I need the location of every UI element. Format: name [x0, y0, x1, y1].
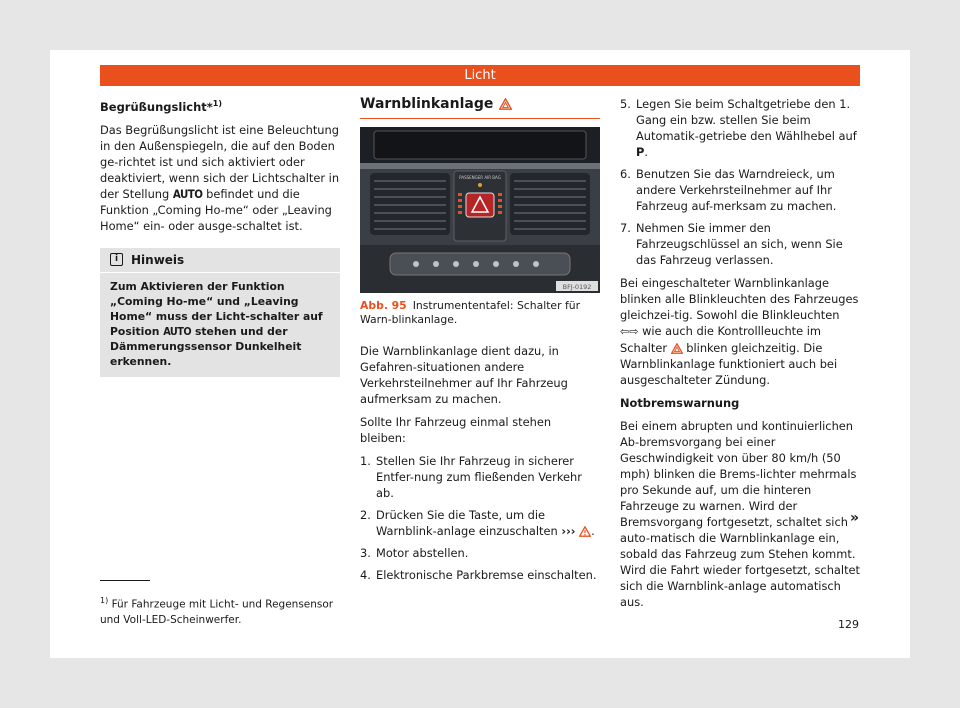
- standstill-intro: Sollte Ihr Fahrzeug einmal stehen bleiben:: [360, 415, 552, 445]
- step-number: 6.: [620, 167, 631, 181]
- step-number: 1.: [360, 454, 371, 468]
- step-text: [636, 96, 860, 160]
- emergency-brake-paragraph: Bei einem abrupten und kontinuierlichen Ab-bremsvorgang bei einer Geschwindigkeit von über 80 km/h (50 mph) blinken die Brems-lichter mehrmals pro Sekunde auf, um die hinteren Fahrzeuge zu warnen. Wird der Bremsvorgang fortgesetzt, schaltet sich auto-matisch die Warnblinkanlage ein, sobald das Fahrzeug zum Stehen kommt. Wird die Fahrt wieder fortgesetzt, schaltet sich die Warnblink-anlage automatisch aus.: [620, 419, 861, 609]
- welcome-light-paragraph: [100, 122, 340, 234]
- intro-paragraph: Die Warnblinkanlage dient dazu, in Gefahren-situationen andere Verkehrsteilnehmer auf Ihr Fahrzeug aufmerksam zu machen.: [360, 344, 568, 406]
- step-end: .: [644, 145, 648, 159]
- footnote: [100, 593, 350, 628]
- heading-text: Begrüßungslicht*: [100, 99, 213, 114]
- step-text: Drücken Sie die Taste, um die Warnblink-anlage einzuschalten ››› .: [376, 508, 595, 538]
- info-icon: i: [110, 253, 123, 266]
- turn-signal-left-icon: ⇦: [620, 325, 630, 338]
- blink-paragraph: [620, 275, 860, 388]
- list-item: [360, 567, 600, 583]
- step-text-main: Drücken Sie die Taste, um die Warnblink-anlage einzuschalten: [376, 508, 558, 538]
- column-left: [100, 96, 340, 377]
- hint-title: Hinweis: [131, 252, 185, 267]
- steps-list-2: [620, 96, 860, 268]
- caption-text: Instrumententafel: Schalter für Warn-blinkanlage.: [360, 299, 581, 326]
- column-right: [620, 96, 860, 617]
- figure-number: Abb. 95: [360, 299, 407, 312]
- hint-body: [100, 273, 340, 369]
- list-item: [620, 166, 860, 214]
- manual-page: [50, 50, 910, 658]
- step-text: Elektronische Parkbremse einschalten.: [376, 568, 597, 582]
- section-header: Licht: [100, 65, 860, 86]
- step-number: 3.: [360, 546, 371, 560]
- column-middle: [360, 96, 600, 590]
- blink-text-c: blinken gleichzeitig. Die Warnblinkanlage funktioniert auch bei ausgeschalteter Zündung.: [620, 341, 838, 387]
- step-number: 2.: [360, 508, 371, 522]
- footnote-ref: 1): [212, 99, 223, 108]
- subheading-emergency-brake: Notbremswarnung: [620, 396, 740, 410]
- list-item: [360, 453, 600, 501]
- footnote-text: Für Fahrzeuge mit Licht- und Regensensor und Voll-LED-Scheinwerfer.: [100, 598, 334, 626]
- hint-header: [100, 248, 340, 273]
- gear-p-label: P: [636, 145, 645, 159]
- list-item: [620, 96, 860, 160]
- dashboard-illustration: [360, 127, 600, 293]
- step-text: Stellen Sie Ihr Fahrzeug in sicherer Entfer-nung zum fließenden Verkehr ab.: [376, 454, 582, 500]
- auto-switch-symbol: AUTO: [163, 324, 192, 338]
- figure-caption: [360, 299, 600, 327]
- heading-welcome-light: [100, 96, 340, 115]
- step-number: 4.: [360, 568, 371, 582]
- step-text: Benutzen Sie das Warndreieck, um andere Verkehrsteilnehmer auf Ihr Fahrzeug auf-merksam zu machen.: [636, 167, 837, 213]
- step-number: 7.: [620, 221, 631, 235]
- step-text-main: Legen Sie beim Schaltgetriebe den 1. Gang ein bzw. stellen Sie beim Automatik-getriebe den Wählhebel auf: [636, 97, 857, 143]
- cross-reference[interactable]: ›››: [561, 524, 576, 538]
- continue-mark: »: [850, 510, 860, 526]
- footnote-mark: 1): [100, 596, 109, 605]
- para-part-b: befindet und die Funktion „Coming Ho-me“ oder „Leaving Home“ ein- oder ausge-schaltet ist.: [100, 186, 332, 233]
- warning-triangle-icon: [579, 526, 591, 537]
- section-title-text: Warnblinkanlage: [360, 96, 494, 112]
- step-number: 5.: [620, 97, 631, 111]
- auto-switch-symbol: AUTO: [172, 186, 203, 201]
- blink-text-a: Bei eingeschalteter Warnblinkanlage blinken alle Blinkleuchten des Fahrzeuges gleichzei-tig. Sowohl die Blinkleuchten: [620, 276, 859, 322]
- footnote-divider: [100, 580, 150, 581]
- section-title: [360, 96, 600, 119]
- hint-text-a: Zum Aktivieren der Funktion „Coming Ho-me“ und „Leaving Home“ muss der Licht-schalter auf Position: [110, 279, 323, 338]
- step-text: Nehmen Sie immer den Fahrzeugschlüssel an sich, wenn Sie das Fahrzeug verlassen.: [636, 221, 843, 267]
- hazard-switch-icon: [671, 343, 683, 354]
- list-item: [360, 545, 600, 561]
- hint-text-b: stehen und der Dämmerungssensor Dunkelheit erkennen.: [110, 324, 302, 368]
- list-item: [620, 220, 860, 268]
- dashboard-photo: [360, 127, 600, 293]
- para-part-a: Das Begrüßungslicht ist eine Beleuchtung in den Außenspiegeln, die auf den Boden ge-richtet ist und sich aktiviert oder deaktiviert, wenn sich der Lichtschalter in der Stellung: [100, 122, 340, 201]
- airbag-label: PASSENGER AIR BAG: [459, 175, 501, 180]
- blink-text-b: wie auch die Kontrollleuchte im Schalter: [620, 324, 822, 355]
- page-number: 129: [838, 618, 859, 631]
- step-text: Motor abstellen.: [376, 546, 469, 560]
- list-item: [360, 507, 600, 539]
- hazard-warning-icon: [499, 98, 512, 110]
- turn-signal-right-icon: ⇨: [629, 325, 639, 338]
- hint-box: [100, 248, 340, 377]
- steps-list-1: [360, 453, 600, 583]
- figure-code: BFJ-0192: [562, 283, 592, 291]
